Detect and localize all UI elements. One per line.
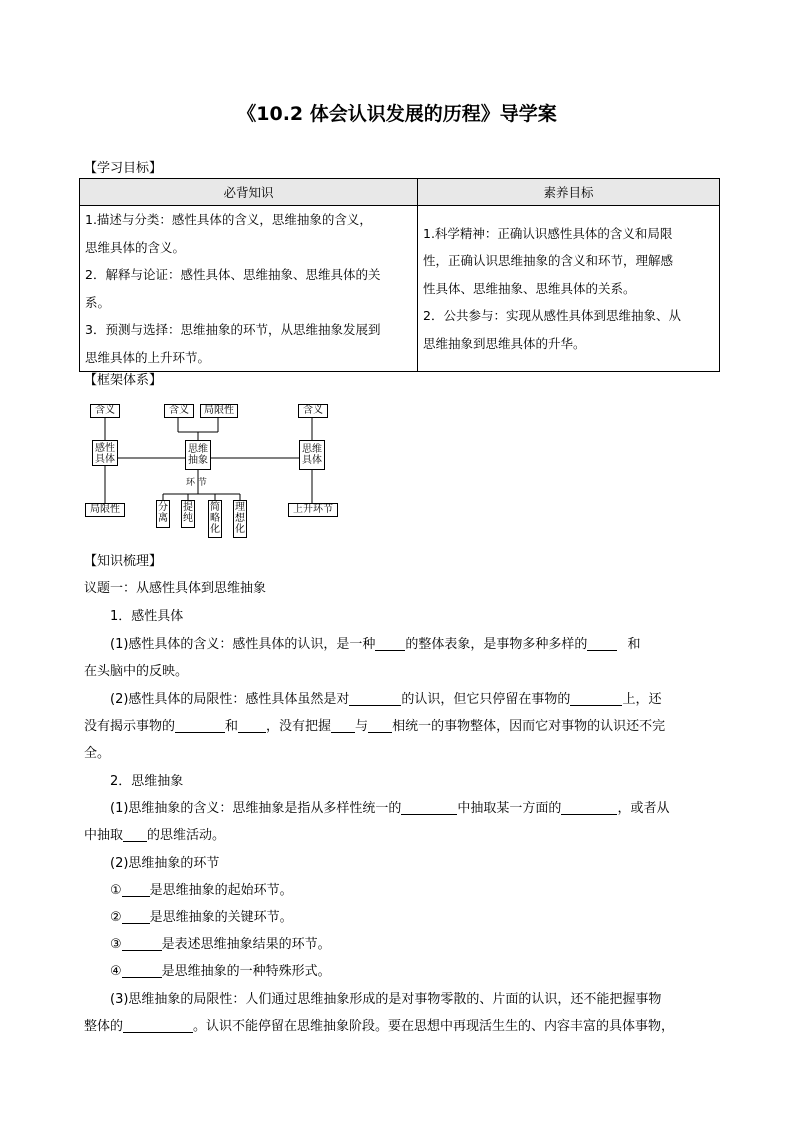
fw-node-perceptual: 感性 具体 [92, 440, 118, 466]
fw-node-concrete: 思维 具体 [299, 440, 325, 470]
paragraph-perceptual-limit-end: 全。 [84, 746, 111, 761]
fill-blank[interactable] [175, 718, 225, 733]
fill-blank[interactable] [122, 963, 162, 978]
fw-step-idealization: 理 想 化 [233, 500, 247, 538]
paragraph-perceptual-limit-cont: 没有揭示事物的 和 ，没有把握 与 相统一的事物整体，因而它对事物的认识还不完 [84, 719, 666, 734]
fill-blank[interactable] [587, 636, 617, 651]
fill-blank[interactable] [123, 1018, 193, 1033]
goals-literacy-line: 性，正确认识思维抽象的含义和环节，理解感 [423, 253, 674, 269]
step-item: ② 是思维抽象的关键环节。 [110, 910, 293, 925]
goals-knowledge-line: 1.描述与分类：感性具体的含义，思维抽象的含义， [85, 212, 372, 227]
paragraph-perceptual-meaning: (1)感性具体的含义：感性具体的认识，是一种 的整体表象，是事物多种多样的 和 [110, 637, 641, 652]
knowledge-content [84, 0, 714, 1123]
fw-limit-mid: 局限性 [200, 404, 238, 418]
step-item: ① 是思维抽象的起始环节。 [110, 883, 293, 898]
fill-blank[interactable] [375, 636, 405, 651]
goals-knowledge-line: 2．解释与论证：感性具体、思维抽象、思维具体的关 [85, 267, 381, 282]
paragraph-perceptual-limit: (2)感性具体的局限性：感性具体虽然是对 的认识，但它只停留在事物的 上，还 [110, 692, 662, 707]
section-knowledge-heading: 【知识梳理】 [84, 554, 163, 569]
goals-header-knowledge: 必背知识 [80, 179, 418, 206]
section-framework-heading: 【框架体系】 [84, 373, 163, 388]
paragraph-abstract-limit-cont: 整体的 。认识不能停留在思维抽象阶段。要在思想中再现活生生的、内容丰富的具体事物， [84, 1019, 675, 1034]
fill-blank[interactable] [122, 909, 150, 924]
goals-literacy-line: 1.科学精神：正确认识感性具体的含义和局限 [423, 225, 673, 241]
goals-literacy-line: 思维抽象到思维具体的升华。 [423, 335, 586, 351]
fill-blank[interactable] [349, 691, 401, 706]
fw-step-purification: 提 纯 [181, 500, 195, 528]
fw-steps-label: 环 节 [186, 478, 207, 488]
fill-blank[interactable] [122, 882, 150, 897]
goals-literacy-line: 性具体、思维抽象、思维具体的关系。 [423, 280, 636, 296]
fw-node-abstract: 思维 抽象 [185, 440, 211, 470]
fw-meaning-left: 含义 [90, 404, 120, 418]
fill-blank[interactable] [123, 827, 147, 842]
page-title: 《10.2 体会认识发展的历程》导学案 [237, 103, 557, 125]
goals-knowledge-line: 系。 [85, 294, 111, 310]
paragraph-abstract-steps: (2)思维抽象的环节 [110, 856, 220, 871]
goals-knowledge-line: 思维具体的含义。 [85, 239, 186, 255]
goals-header-literacy: 素养目标 [418, 179, 720, 206]
fill-blank[interactable] [368, 718, 392, 733]
fw-meaning-mid: 含义 [164, 404, 194, 418]
fill-blank[interactable] [570, 691, 622, 706]
fw-step-simplification: 简 略 化 [208, 500, 222, 538]
fw-meaning-right: 含义 [298, 404, 328, 418]
topic-heading: 议题一：从感性具体到思维抽象 [84, 581, 267, 596]
goals-knowledge-line: 3．预测与选择：思维抽象的环节，从思维抽象发展到 [85, 322, 381, 337]
subheading-abstract: 2．思维抽象 [110, 774, 184, 789]
goals-knowledge-line: 思维具体的上升环节。 [85, 349, 211, 365]
paragraph-abstract-meaning-cont: 中抽取 的思维活动。 [84, 828, 226, 843]
step-item: ③ 是表述思维抽象结果的环节。 [110, 937, 331, 952]
fw-step-separation: 分 离 [156, 500, 170, 528]
fw-ascend-step: 上升环节 [288, 503, 338, 517]
fill-blank[interactable] [331, 718, 355, 733]
subheading-perceptual: 1．感性具体 [110, 609, 184, 624]
fill-blank[interactable] [401, 800, 457, 815]
paragraph-perceptual-meaning-cont: 在头脑中的反映。 [84, 664, 189, 679]
fw-limit-left: 局限性 [85, 503, 125, 517]
paragraph-abstract-limit: (3)思维抽象的局限性：人们通过思维抽象形成的是对事物零散的、片面的认识，还不能把握事物 [110, 992, 662, 1007]
fill-blank[interactable] [122, 936, 162, 951]
step-item: ④ 是思维抽象的一种特殊形式。 [110, 964, 331, 979]
section-goals-heading: 【学习目标】 [84, 161, 163, 176]
goals-literacy-line: 2．公共参与：实现从感性具体到思维抽象、从 [423, 308, 681, 324]
fill-blank[interactable] [561, 800, 617, 815]
fill-blank[interactable] [238, 718, 266, 733]
paragraph-abstract-meaning: (1)思维抽象的含义：思维抽象是指从多样性统一的 中抽取某一方面的 ，或者从 [110, 801, 670, 816]
